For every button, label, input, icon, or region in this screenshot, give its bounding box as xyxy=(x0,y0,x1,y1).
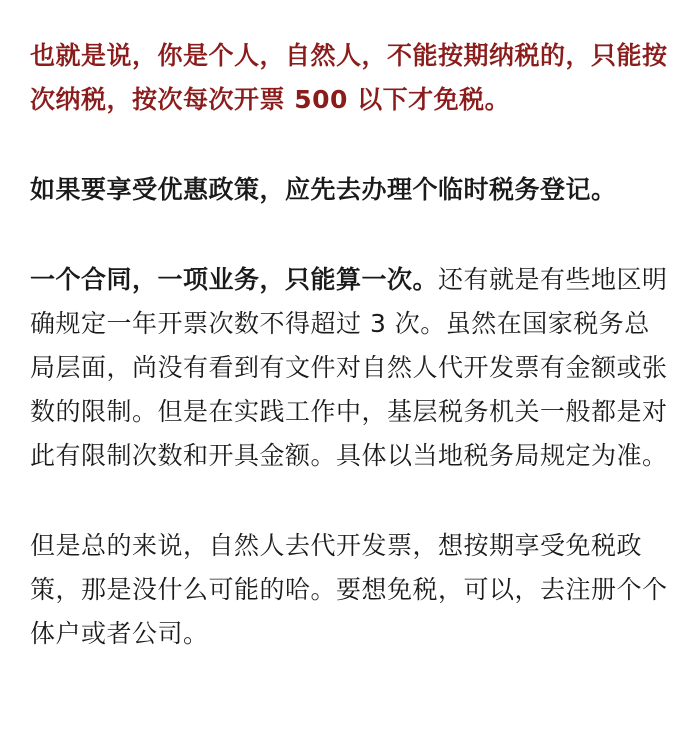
paragraph-invoice-limits-lead: 一个合同，一项业务，只能算一次。 xyxy=(30,265,439,294)
paragraph-invoice-limits xyxy=(30,258,672,478)
paragraph-preferential-policy-text: 如果要享受优惠政策，应先去办理个临时税务登记。 xyxy=(30,175,617,204)
paragraph-invoice-limits-rest: 还有就是有些地区明确规定一年开票次数不得超过 3 次。虽然在国家税务总局层面，尚没有看到有文件对自然人代开发票有金额或张数的限制。但是在实践工作中，基层税务机关一般都是对此有限制次数和开具金额。具体以当地税务局规定为准。 xyxy=(30,265,668,470)
highlighted-paragraph-text: 也就是说，你是个人，自然人，不能按期纳税的，只能按次纳税，按次每次开票 500 以下才免税。 xyxy=(30,41,668,114)
highlighted-paragraph xyxy=(30,34,672,122)
paragraph-summary-text: 但是总的来说，自然人去代开发票，想按期享受免税政策，那是没什么可能的哈。要想免税，可以，去注册个个体户或者公司。 xyxy=(30,531,668,648)
paragraph-preferential-policy xyxy=(30,168,672,212)
paragraph-summary xyxy=(30,524,672,656)
